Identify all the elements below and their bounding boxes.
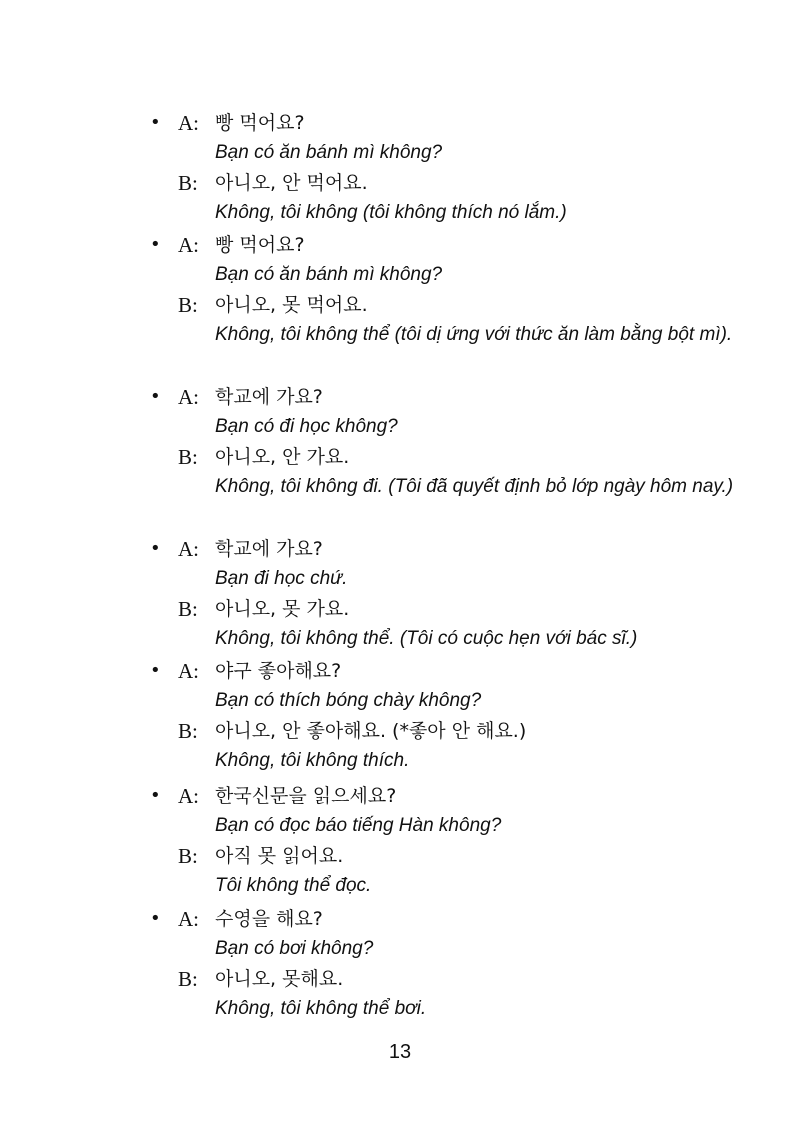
speaker-a-line	[150, 656, 750, 686]
korean-question: 빵 먹어요?	[215, 112, 305, 134]
dialogue-2	[150, 230, 750, 350]
speaker-a-label: A:	[178, 385, 199, 409]
bullet-icon: •	[150, 660, 161, 681]
speaker-b-line	[150, 168, 750, 198]
korean-answer: 아니오, 안 가요.	[215, 446, 350, 468]
vietnamese-translation: Tôi không thể đọc.	[215, 875, 372, 896]
speaker-b-label: B:	[178, 597, 198, 621]
speaker-b-label: B:	[178, 967, 198, 991]
vietnamese-translation: Bạn có đi học không?	[215, 416, 398, 437]
korean-question: 야구 좋아해요?	[215, 660, 342, 682]
vietnamese-translation: Không, tôi không (tôi không thích nó lắm.)	[215, 202, 567, 223]
bullet-icon: •	[150, 386, 161, 407]
vietnamese-translation: Bạn có thích bóng chày không?	[215, 690, 482, 711]
speaker-b-label: B:	[178, 171, 198, 195]
dialogue-4	[150, 534, 750, 654]
speaker-a-label: A:	[178, 233, 199, 257]
korean-answer: 아니오, 안 좋아해요. (*좋아 안 해요.)	[215, 720, 527, 742]
speaker-a-line	[150, 230, 750, 260]
vietnamese-translation: Không, tôi không đi. (Tôi đã quyết định bỏ lớp ngày hôm nay.)	[215, 476, 734, 497]
speaker-b-label: B:	[178, 293, 198, 317]
dialogue-6	[150, 781, 750, 901]
speaker-b-line	[150, 442, 750, 472]
korean-question: 빵 먹어요?	[215, 234, 305, 256]
dialogue-1	[150, 108, 750, 228]
bullet-icon: •	[150, 112, 161, 133]
speaker-b-label: B:	[178, 445, 198, 469]
vietnamese-translation: Không, tôi không thể (tôi dị ứng với thức ăn làm bằng bột mì).	[215, 324, 733, 345]
vietnamese-translation: Bạn có ăn bánh mì không?	[215, 142, 443, 163]
vietnamese-translation: Bạn có đọc báo tiếng Hàn không?	[215, 815, 502, 836]
korean-answer: 아직 못 읽어요.	[215, 845, 344, 867]
speaker-b-label: B:	[178, 719, 198, 743]
bullet-icon: •	[150, 538, 161, 559]
speaker-b-line	[150, 841, 750, 871]
dialogue-3	[150, 382, 750, 502]
vietnamese-translation: Không, tôi không thể bơi.	[215, 998, 427, 1019]
page-number: 13	[388, 1041, 412, 1063]
speaker-a-line	[150, 904, 750, 934]
vietnamese-translation: Không, tôi không thích.	[215, 750, 410, 771]
speaker-a-label: A:	[178, 907, 199, 931]
speaker-b-line	[150, 964, 750, 994]
dialogue-7	[150, 904, 750, 1024]
dialogue-5	[150, 656, 750, 776]
bullet-icon: •	[150, 785, 161, 806]
speaker-a-label: A:	[178, 537, 199, 561]
speaker-a-line	[150, 781, 750, 811]
speaker-a-label: A:	[178, 111, 199, 135]
vietnamese-translation: Bạn có bơi không?	[215, 938, 374, 959]
speaker-a-label: A:	[178, 659, 199, 683]
korean-question: 수영을 해요?	[215, 908, 323, 930]
korean-answer: 아니오, 못 먹어요.	[215, 294, 368, 316]
speaker-a-line	[150, 108, 750, 138]
korean-answer: 아니오, 안 먹어요.	[215, 172, 368, 194]
vietnamese-translation: Bạn có ăn bánh mì không?	[215, 264, 443, 285]
speaker-b-line	[150, 290, 750, 320]
speaker-b-line	[150, 594, 750, 624]
vietnamese-translation: Không, tôi không thể. (Tôi có cuộc hẹn với bác sĩ.)	[215, 628, 638, 649]
vietnamese-translation: Bạn đi học chứ.	[215, 568, 348, 589]
korean-answer: 아니오, 못 가요.	[215, 598, 350, 620]
speaker-a-label: A:	[178, 784, 199, 808]
speaker-b-label: B:	[178, 844, 198, 868]
bullet-icon: •	[150, 908, 161, 929]
korean-question: 학교에 가요?	[215, 386, 323, 408]
korean-question: 한국신문을 읽으세요?	[215, 785, 397, 807]
speaker-a-line	[150, 534, 750, 564]
korean-answer: 아니오, 못해요.	[215, 968, 344, 990]
korean-question: 학교에 가요?	[215, 538, 323, 560]
speaker-b-line	[150, 716, 750, 746]
speaker-a-line	[150, 382, 750, 412]
bullet-icon: •	[150, 234, 161, 255]
